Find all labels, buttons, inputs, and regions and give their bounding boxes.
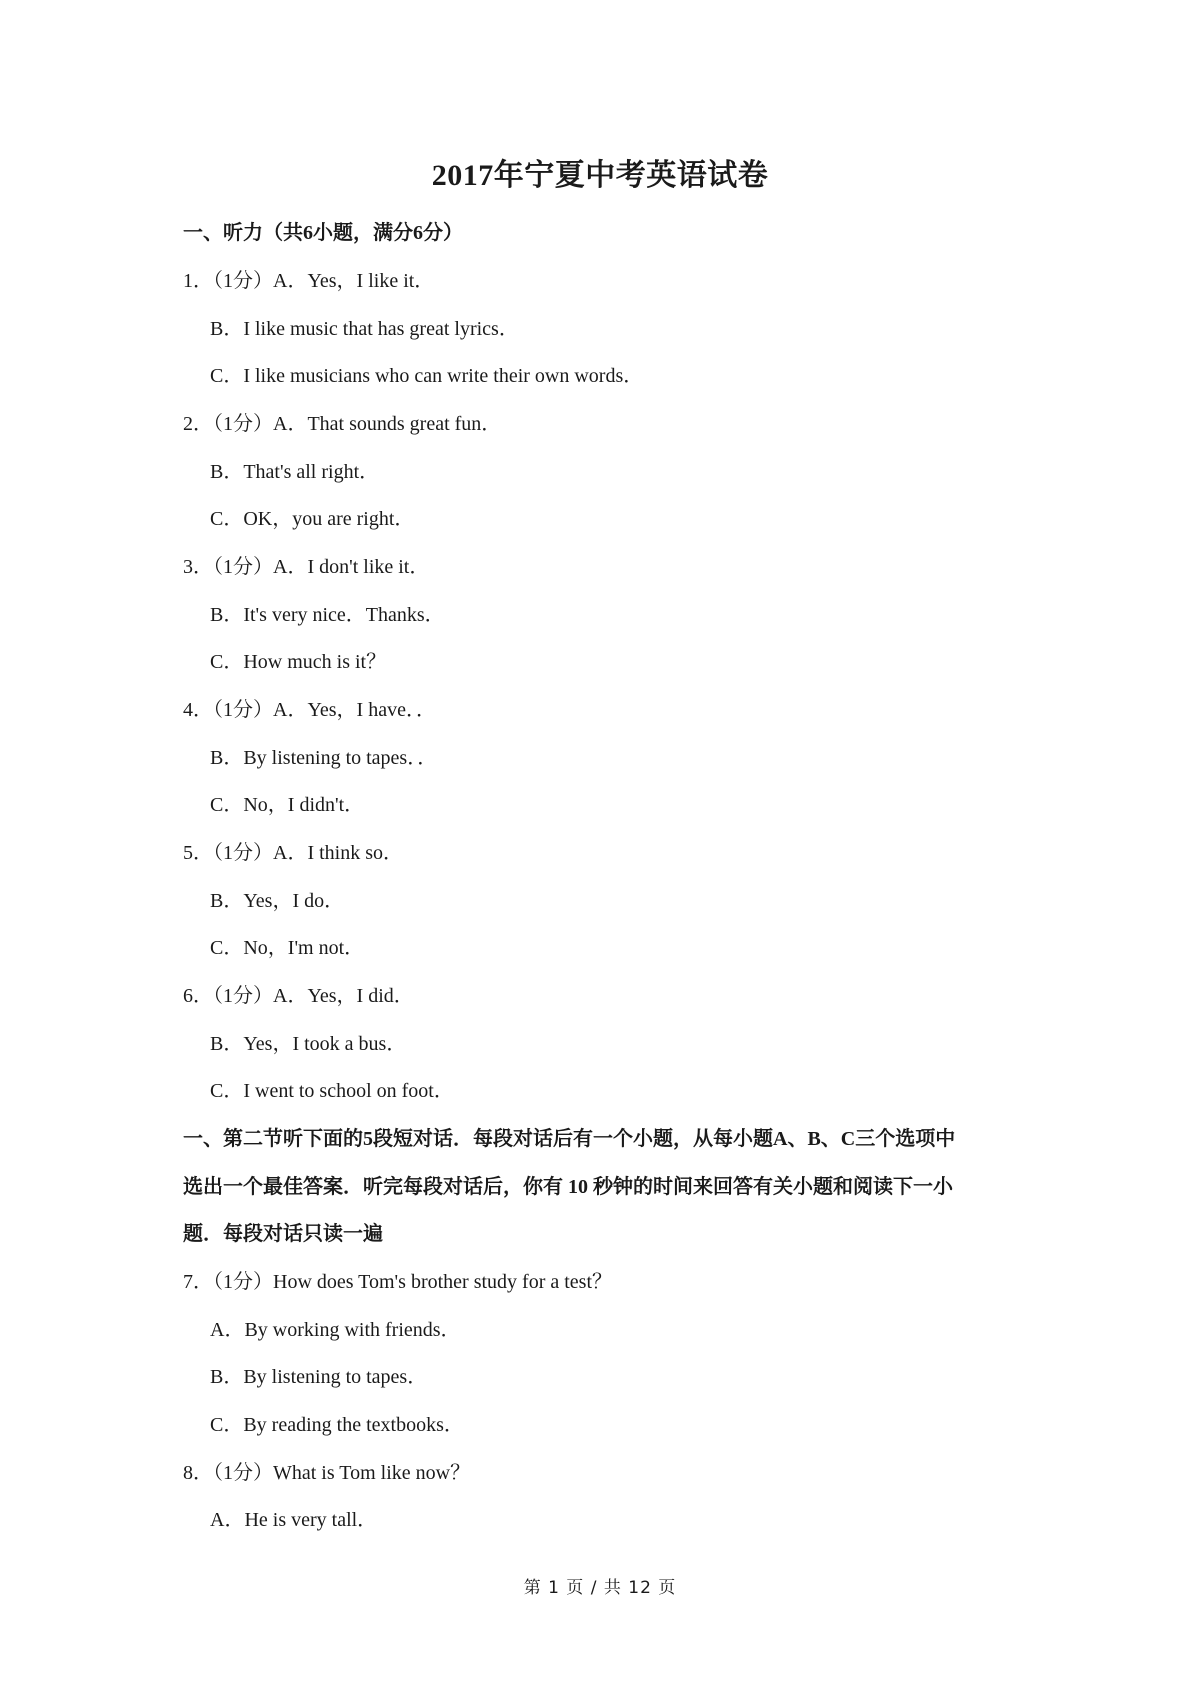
question-6-option-c: C．I went to school on foot． [210, 1080, 454, 1102]
question-5-option-c: C．No，I'm not． [210, 937, 365, 959]
question-3: 3．（1分）A．I don't like it． [183, 556, 430, 578]
question-8-option-a: A．He is very tall． [210, 1509, 378, 1531]
question-5: 5．（1分）A．I think so． [183, 842, 403, 864]
page-footer: 第 1 页 / 共 12 页 [523, 1578, 677, 1598]
question-1-option-c: C．I like musicians who can write their own words． [210, 365, 644, 387]
question-7: 7．（1分）How does Tom's brother study for a test？ [183, 1271, 613, 1293]
question-1: 1．（1分）A．Yes，I like it． [183, 270, 435, 292]
question-4: 4．（1分）A．Yes，I have．． [183, 699, 436, 721]
question-3-option-c: C．How much is it？ [210, 651, 387, 673]
question-1-option-b: B．I like music that has great lyrics． [210, 318, 519, 340]
page-title: 2017年宁夏中考英语试卷 [431, 159, 769, 192]
question-5-option-b: B．Yes，I do． [210, 890, 345, 912]
question-4-option-b: B．By listening to tapes．． [210, 747, 438, 769]
question-2-option-b: B．That's all right． [210, 461, 380, 483]
question-6-option-b: B．Yes，I took a bus． [210, 1033, 407, 1055]
question-3-option-b: B．It's very nice．Thanks． [210, 604, 445, 626]
question-2: 2．（1分）A．That sounds great fun． [183, 413, 502, 435]
section-heading-part-2-line-2: 选出一个最佳答案．听完每段对话后，你有 10 秒钟的时间来回答有关小题和阅读下一小 [183, 1176, 953, 1198]
section-heading-listening: 一、听力（共6小题，满分6分） [183, 222, 463, 244]
section-heading-part-2-line-1: 一、第二节听下面的5段短对话．每段对话后有一个小题，从每小题A、B、C三个选项中 [183, 1128, 956, 1150]
question-7-option-b: B．By listening to tapes． [210, 1366, 428, 1388]
question-2-option-c: C．OK，you are right． [210, 508, 415, 530]
question-6: 6．（1分）A．Yes，I did． [183, 985, 414, 1007]
question-7-option-c: C．By reading the textbooks． [210, 1414, 464, 1436]
question-8: 8．（1分）What is Tom like now？ [183, 1462, 471, 1484]
question-7-option-a: A．By working with friends． [210, 1319, 461, 1341]
section-heading-part-2-line-3: 题．每段对话只读一遍 [183, 1223, 383, 1245]
question-4-option-c: C．No，I didn't． [210, 794, 365, 816]
